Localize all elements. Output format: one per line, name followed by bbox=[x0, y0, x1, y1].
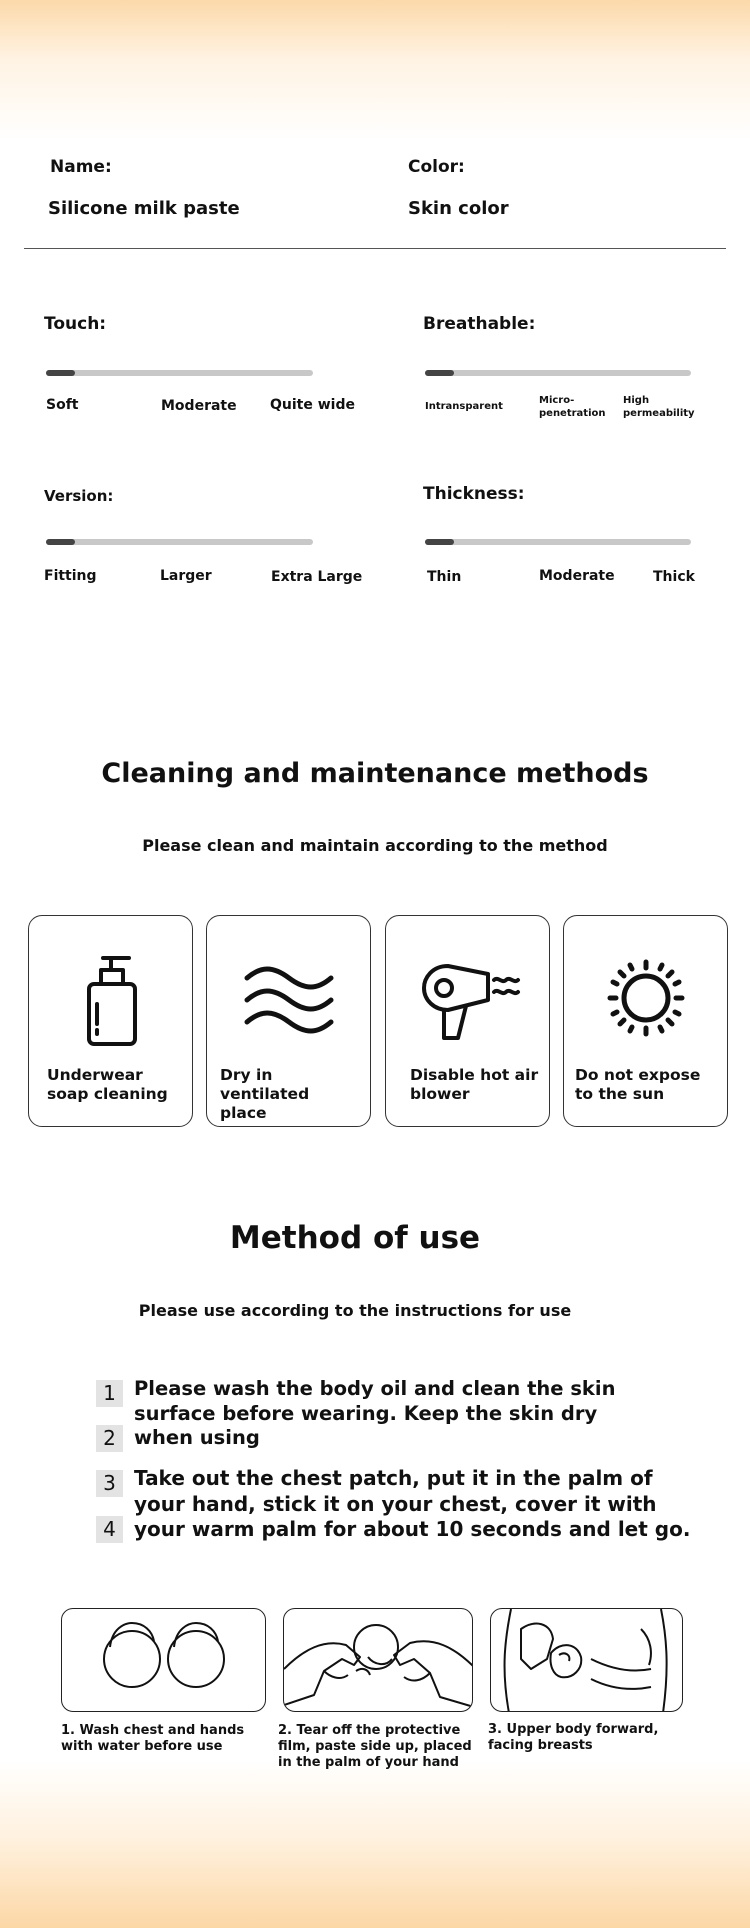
thickness-scale-fill bbox=[425, 539, 454, 545]
version-tick-1: Fitting bbox=[44, 568, 97, 584]
breathable-scale-bar bbox=[425, 370, 691, 376]
touch-tick-2: Moderate bbox=[161, 398, 237, 414]
card-soap-caption: Underwear soap cleaning bbox=[47, 1066, 168, 1103]
card-dryer-caption: Disable hot air blower bbox=[410, 1066, 539, 1103]
breathable-scale-fill bbox=[425, 370, 454, 376]
name-label: Name: bbox=[50, 157, 112, 177]
illustration-wash bbox=[61, 1608, 266, 1712]
color-value: Skin color bbox=[408, 198, 509, 219]
version-tick-3: Extra Large bbox=[271, 569, 363, 585]
touch-scale-bar bbox=[46, 370, 313, 376]
cleaning-title: Cleaning and maintenance methods bbox=[101, 758, 649, 789]
breathable-tick-2: Micro- penetration bbox=[539, 395, 606, 419]
step-number: 1 bbox=[96, 1380, 123, 1407]
soap-bottle-icon bbox=[61, 948, 161, 1048]
usage-paragraph-2: Take out the chest patch, put it in the palm of your hand, stick it on your chest, cover it with your warm palm for about 10 seconds and let go. bbox=[134, 1466, 691, 1541]
divider bbox=[24, 248, 726, 249]
card-dry-caption: Dry in ventilated place bbox=[220, 1066, 310, 1122]
thickness-scale-bar bbox=[425, 539, 691, 545]
illustration-tear bbox=[283, 1608, 473, 1712]
hair-dryer-icon bbox=[418, 948, 528, 1048]
step-number: 2 bbox=[96, 1425, 123, 1452]
color-label: Color: bbox=[408, 157, 465, 177]
torso-apply-illustration bbox=[491, 1609, 683, 1712]
version-tick-2: Larger bbox=[160, 568, 212, 584]
card-dry bbox=[206, 915, 371, 1127]
card-soap bbox=[28, 915, 193, 1127]
thickness-tick-2: Moderate bbox=[539, 568, 615, 584]
thickness-label: Thickness: bbox=[423, 484, 525, 504]
touch-scale-fill bbox=[46, 370, 75, 376]
touch-tick-3: Quite wide bbox=[270, 397, 355, 413]
illustration-apply bbox=[490, 1608, 683, 1712]
illustration-tear-caption: 2. Tear off the protective film, paste side up, placed in the palm of your hand bbox=[278, 1723, 472, 1770]
card-sun bbox=[563, 915, 728, 1127]
hands-peeling-illustration bbox=[284, 1609, 473, 1712]
usage-paragraph-1: Please wash the body oil and clean the skin surface before wearing. Keep the skin dry when using bbox=[134, 1377, 616, 1449]
cleaning-subtitle: Please clean and maintain according to the method bbox=[142, 836, 608, 855]
breathable-label: Breathable: bbox=[423, 314, 536, 334]
waves-icon bbox=[239, 948, 339, 1048]
touch-tick-1: Soft bbox=[46, 397, 79, 413]
version-scale-bar bbox=[46, 539, 313, 545]
usage-title: Method of use bbox=[229, 1220, 481, 1256]
thickness-tick-1: Thin bbox=[427, 569, 462, 585]
version-scale-fill bbox=[46, 539, 75, 545]
step-number: 4 bbox=[96, 1516, 123, 1543]
breathable-tick-3: High permeability bbox=[623, 395, 695, 419]
illustration-apply-caption: 3. Upper body forward, facing breasts bbox=[488, 1722, 659, 1753]
breathable-tick-1: Intransparent bbox=[425, 401, 503, 412]
card-sun-caption: Do not expose to the sun bbox=[575, 1066, 701, 1103]
illustration-wash-caption: 1. Wash chest and hands with water before use bbox=[61, 1723, 245, 1754]
thickness-tick-3: Thick bbox=[653, 569, 695, 585]
name-value: Silicone milk paste bbox=[48, 198, 240, 219]
step-number: 3 bbox=[96, 1470, 123, 1497]
version-label: Version: bbox=[44, 487, 114, 505]
breast-outline-illustration bbox=[62, 1609, 266, 1712]
touch-label: Touch: bbox=[44, 314, 107, 334]
usage-subtitle: Please use according to the instructions for use bbox=[138, 1301, 572, 1320]
sun-icon bbox=[596, 948, 696, 1048]
card-dryer bbox=[385, 915, 550, 1127]
